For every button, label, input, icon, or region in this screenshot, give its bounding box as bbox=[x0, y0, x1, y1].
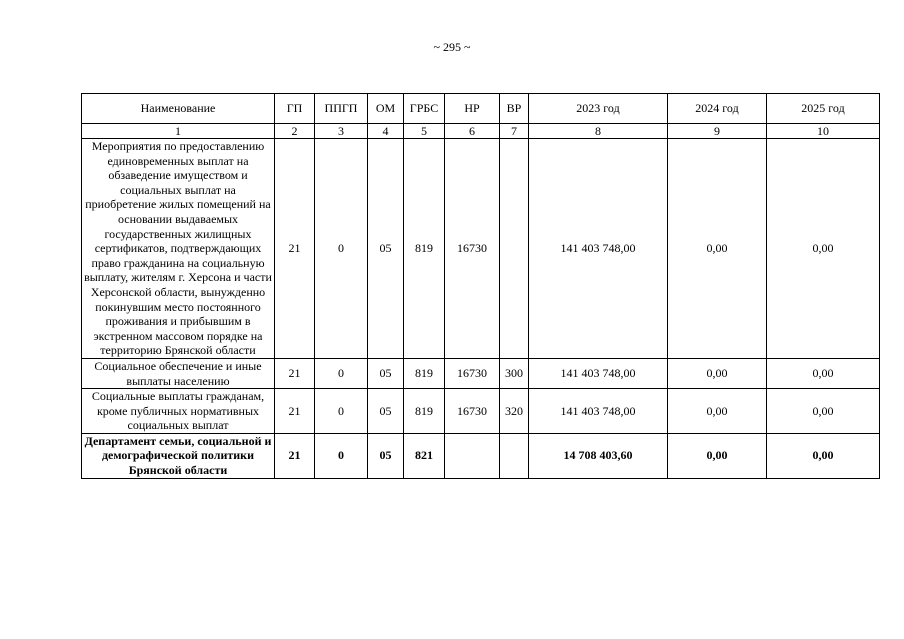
row-gp: 21 bbox=[275, 389, 315, 434]
header-name: Наименование bbox=[82, 94, 275, 124]
row-ppgp: 0 bbox=[315, 433, 368, 478]
table-row bbox=[82, 433, 880, 478]
row-gp: 21 bbox=[275, 139, 315, 359]
header-om: ОМ bbox=[368, 94, 404, 124]
column-number: 10 bbox=[767, 124, 880, 139]
column-number: 7 bbox=[500, 124, 529, 139]
column-number: 6 bbox=[445, 124, 500, 139]
row-grbs: 819 bbox=[404, 358, 445, 388]
column-number: 9 bbox=[668, 124, 767, 139]
header-2023: 2023 год bbox=[529, 94, 668, 124]
table-row bbox=[82, 139, 880, 359]
column-number: 4 bbox=[368, 124, 404, 139]
row-amount-2024: 0,00 bbox=[668, 358, 767, 388]
row-amount-2025: 0,00 bbox=[767, 139, 880, 359]
row-nr bbox=[445, 433, 500, 478]
column-number: 2 bbox=[275, 124, 315, 139]
row-grbs: 821 bbox=[404, 433, 445, 478]
header-grbs: ГРБС bbox=[404, 94, 445, 124]
row-vr: 300 bbox=[500, 358, 529, 388]
column-number: 1 bbox=[82, 124, 275, 139]
row-nr: 16730 bbox=[445, 139, 500, 359]
row-amount-2023: 141 403 748,00 bbox=[529, 139, 668, 359]
column-number: 3 bbox=[315, 124, 368, 139]
column-number-row bbox=[82, 124, 880, 139]
column-number: 8 bbox=[529, 124, 668, 139]
header-nr: НР bbox=[445, 94, 500, 124]
header-vr: ВР bbox=[500, 94, 529, 124]
page-number: ~ 295 ~ bbox=[433, 40, 471, 54]
header-2024: 2024 год bbox=[668, 94, 767, 124]
row-ppgp: 0 bbox=[315, 139, 368, 359]
row-amount-2025: 0,00 bbox=[767, 358, 880, 388]
row-om: 05 bbox=[368, 389, 404, 434]
row-nr: 16730 bbox=[445, 389, 500, 434]
row-amount-2025: 0,00 bbox=[767, 433, 880, 478]
row-gp: 21 bbox=[275, 433, 315, 478]
row-ppgp: 0 bbox=[315, 358, 368, 388]
row-name: Социальные выплаты гражданам, кроме публичных нормативных социальных выплат bbox=[82, 389, 275, 434]
row-nr: 16730 bbox=[445, 358, 500, 388]
row-vr bbox=[500, 139, 529, 359]
header-gp: ГП bbox=[275, 94, 315, 124]
header-2025: 2025 год bbox=[767, 94, 880, 124]
header-ppgp: ППГП bbox=[315, 94, 368, 124]
row-ppgp: 0 bbox=[315, 389, 368, 434]
row-amount-2024: 0,00 bbox=[668, 389, 767, 434]
row-amount-2023: 141 403 748,00 bbox=[529, 358, 668, 388]
row-amount-2023: 14 708 403,60 bbox=[529, 433, 668, 478]
row-amount-2023: 141 403 748,00 bbox=[529, 389, 668, 434]
row-name: Департамент семьи, социальной и демографической политики Брянской области bbox=[82, 433, 275, 478]
table-row bbox=[82, 358, 880, 388]
row-om: 05 bbox=[368, 433, 404, 478]
table-row bbox=[82, 389, 880, 434]
row-grbs: 819 bbox=[404, 139, 445, 359]
row-amount-2024: 0,00 bbox=[668, 433, 767, 478]
row-amount-2024: 0,00 bbox=[668, 139, 767, 359]
column-number: 5 bbox=[404, 124, 445, 139]
row-amount-2025: 0,00 bbox=[767, 389, 880, 434]
row-grbs: 819 bbox=[404, 389, 445, 434]
row-om: 05 bbox=[368, 139, 404, 359]
row-vr bbox=[500, 433, 529, 478]
budget-table bbox=[81, 93, 880, 479]
row-gp: 21 bbox=[275, 358, 315, 388]
row-om: 05 bbox=[368, 358, 404, 388]
header-row bbox=[82, 94, 880, 124]
row-vr: 320 bbox=[500, 389, 529, 434]
row-name: Мероприятия по предоставлению единовременных выплат на обзаведение имуществом и социальных выплат на приобретение жилых помещений на основании выдаваемых государственных жилищных сертификатов, подтверждающих право гражданина на социальную выплату, жителям г. Херсона и части Херсонской области, вынужденно покинувшим место постоянного проживания и прибывшим в экстренном массовом порядке на территорию Брянской области bbox=[82, 139, 275, 359]
row-name: Социальное обеспечение и иные выплаты населению bbox=[82, 358, 275, 388]
